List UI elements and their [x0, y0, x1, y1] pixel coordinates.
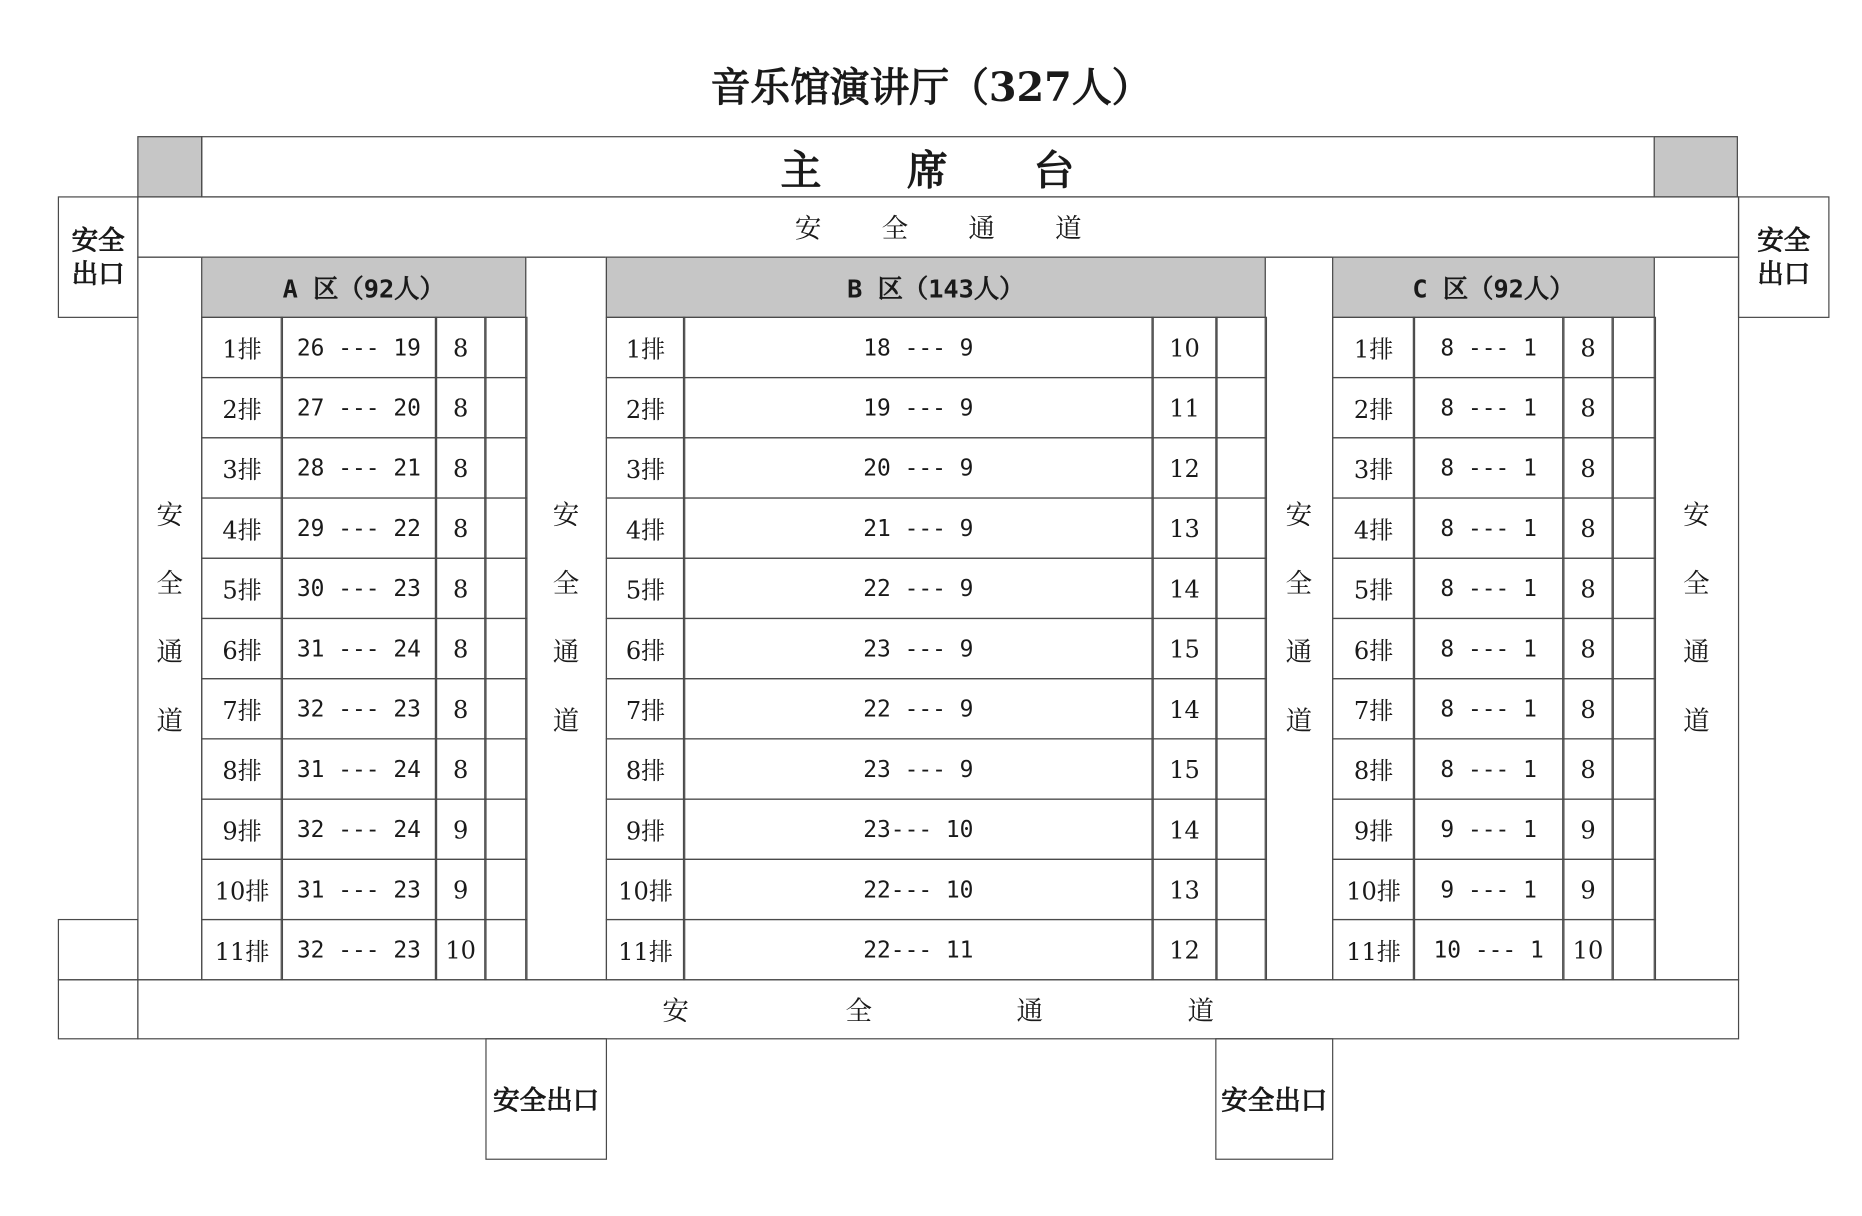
- seat-count: 12: [1151, 437, 1217, 498]
- row-label: 5排: [606, 558, 685, 619]
- row-label: 1排: [606, 317, 685, 378]
- aisle-char: 道: [1055, 214, 1082, 245]
- aisle-char: 道: [1683, 706, 1710, 737]
- aisle-char: 通: [968, 214, 995, 245]
- row-spacer: [484, 437, 527, 498]
- row-spacer: [1611, 497, 1656, 558]
- aisle-char: 道: [1285, 706, 1313, 737]
- exit-left-top[interactable]: 安全 出口: [58, 196, 139, 318]
- row-label: 11排: [1332, 919, 1415, 980]
- row-spacer: [1215, 377, 1267, 438]
- row-label: 9排: [201, 799, 283, 860]
- row-spacer: [1611, 377, 1656, 438]
- seat-count: 9: [435, 859, 487, 920]
- seat-range: 23--- 10: [683, 799, 1154, 860]
- row-spacer: [1611, 317, 1656, 378]
- row-spacer: [484, 497, 527, 558]
- row-label: 4排: [201, 497, 283, 558]
- seat-range: 10 --- 1: [1413, 919, 1565, 980]
- aisle-char: 安: [662, 996, 689, 1027]
- row-label: 8排: [201, 738, 283, 799]
- row-label: 2排: [201, 377, 283, 438]
- seat-range: 29 --- 22: [281, 497, 438, 558]
- seat-count: 8: [1562, 678, 1614, 739]
- row-spacer: [1215, 678, 1267, 739]
- seat-range: 22 --- 9: [683, 558, 1154, 619]
- row-label: 10排: [606, 859, 685, 920]
- seat-range: 9 --- 1: [1413, 859, 1565, 920]
- aisle-char: 通: [1683, 637, 1710, 668]
- aisle-vertical-bc: [1265, 257, 1334, 981]
- seat-range: 22--- 10: [683, 859, 1154, 920]
- seat-range: 8 --- 1: [1413, 618, 1565, 679]
- podium-char: 台: [1033, 146, 1076, 196]
- seat-count: 13: [1151, 497, 1217, 558]
- seat-range: 31 --- 24: [281, 738, 438, 799]
- row-spacer: [1215, 919, 1267, 980]
- seat-range: 8 --- 1: [1413, 678, 1565, 739]
- row-label: 11排: [201, 919, 283, 980]
- seat-range: 32 --- 23: [281, 919, 438, 980]
- seat-range: 30 --- 23: [281, 558, 438, 619]
- aisle-char: 道: [1187, 996, 1215, 1027]
- seat-count: 12: [1151, 919, 1217, 980]
- seat-count: 14: [1151, 678, 1217, 739]
- aisle-char: 全: [881, 214, 909, 245]
- aisle-char: 全: [552, 569, 580, 600]
- seat-count: 10: [1151, 317, 1217, 378]
- aisle-vertical-ab: [525, 257, 607, 981]
- row-label: 3排: [1332, 437, 1415, 498]
- seat-range: 22 --- 9: [683, 678, 1154, 739]
- seat-count: 9: [1562, 859, 1614, 920]
- row-spacer: [484, 558, 527, 619]
- row-spacer: [484, 859, 527, 920]
- seat-range: 8 --- 1: [1413, 497, 1565, 558]
- row-label: 2排: [1332, 377, 1415, 438]
- seat-count: 8: [435, 678, 487, 739]
- row-label: 4排: [606, 497, 685, 558]
- seat-range: 18 --- 9: [683, 317, 1154, 378]
- row-label: 10排: [201, 859, 283, 920]
- row-spacer: [1215, 859, 1267, 920]
- exit-right-top[interactable]: 安全 出口: [1738, 196, 1830, 318]
- row-spacer: [1611, 618, 1656, 679]
- seat-range: 8 --- 1: [1413, 738, 1565, 799]
- seat-count: 13: [1151, 859, 1217, 920]
- aisle-char: 通: [1016, 996, 1044, 1027]
- aisle-vertical-right: [1654, 257, 1740, 981]
- seat-count: 8: [435, 497, 487, 558]
- seat-range: 8 --- 1: [1413, 377, 1565, 438]
- row-spacer: [1215, 317, 1267, 378]
- aisle-char: 全: [845, 996, 872, 1027]
- section-b-header: B 区（143人）: [606, 257, 1266, 318]
- row-spacer: [1215, 738, 1267, 799]
- row-spacer: [1611, 859, 1656, 920]
- exit-bottom-left[interactable]: 安全出口: [485, 1038, 607, 1160]
- aisle-char: 全: [1285, 569, 1313, 600]
- seat-range: 31 --- 23: [281, 859, 438, 920]
- row-label: 6排: [201, 618, 283, 679]
- podium-corner-right: [1654, 136, 1738, 197]
- seat-count: 10: [435, 919, 487, 980]
- row-spacer: [1611, 919, 1656, 980]
- row-label: 6排: [606, 618, 685, 679]
- seat-range: 26 --- 19: [281, 317, 438, 378]
- row-spacer: [1215, 558, 1267, 619]
- seat-count: 8: [1562, 618, 1614, 679]
- corner-box-left: [58, 919, 139, 980]
- podium: [201, 136, 1655, 197]
- aisle-char: 通: [552, 637, 580, 668]
- aisle-char: 安: [1683, 500, 1710, 531]
- row-label: 4排: [1332, 497, 1415, 558]
- seat-count: 15: [1151, 738, 1217, 799]
- row-label: 1排: [1332, 317, 1415, 378]
- seat-range: 8 --- 1: [1413, 317, 1565, 378]
- row-spacer: [484, 678, 527, 739]
- seat-range: 32 --- 24: [281, 799, 438, 860]
- seat-range: 22--- 11: [683, 919, 1154, 980]
- row-spacer: [1611, 678, 1656, 739]
- row-spacer: [484, 317, 527, 378]
- row-label: 8排: [1332, 738, 1415, 799]
- row-spacer: [484, 799, 527, 860]
- aisle-char: 通: [156, 637, 184, 668]
- row-spacer: [1215, 618, 1267, 679]
- row-spacer: [1215, 437, 1267, 498]
- aisle-bottom: [137, 979, 1739, 1039]
- row-label: 1排: [201, 317, 283, 378]
- seat-range: 8 --- 1: [1413, 437, 1565, 498]
- podium-corner-left: [137, 136, 202, 197]
- seat-range: 19 --- 9: [683, 377, 1154, 438]
- seat-range: 32 --- 23: [281, 678, 438, 739]
- aisle-char: 安: [794, 214, 822, 245]
- seat-count: 8: [1562, 497, 1614, 558]
- seat-range: 31 --- 24: [281, 618, 438, 679]
- seat-count: 8: [435, 437, 487, 498]
- section-c-header: C 区（92人）: [1332, 257, 1655, 318]
- row-label: 2排: [606, 377, 685, 438]
- row-spacer: [1215, 497, 1267, 558]
- seat-count: 9: [1562, 799, 1614, 860]
- row-label: 10排: [1332, 859, 1415, 920]
- seat-count: 8: [435, 618, 487, 679]
- row-spacer: [484, 919, 527, 980]
- corner-box-bottom-left: [58, 979, 139, 1039]
- seat-count: 11: [1151, 377, 1217, 438]
- seat-count: 9: [435, 799, 487, 860]
- exit-bottom-right[interactable]: 安全出口: [1215, 1038, 1333, 1160]
- row-label: 6排: [1332, 618, 1415, 679]
- aisle-vertical-left: [137, 257, 202, 981]
- aisle-char: 通: [1285, 637, 1313, 668]
- aisle-char: 道: [156, 706, 184, 737]
- seat-range: 20 --- 9: [683, 437, 1154, 498]
- seat-count: 14: [1151, 799, 1217, 860]
- seat-count: 8: [1562, 558, 1614, 619]
- row-spacer: [1215, 799, 1267, 860]
- seat-range: 23 --- 9: [683, 618, 1154, 679]
- podium-char: 主: [780, 146, 823, 196]
- podium-char: 席: [906, 146, 950, 196]
- seat-count: 8: [435, 558, 487, 619]
- seat-count: 8: [435, 738, 487, 799]
- row-label: 11排: [606, 919, 685, 980]
- row-label: 5排: [1332, 558, 1415, 619]
- aisle-char: 安: [1285, 500, 1313, 531]
- row-spacer: [1611, 437, 1656, 498]
- row-spacer: [1611, 799, 1656, 860]
- aisle-char: 道: [552, 706, 580, 737]
- seat-count: 15: [1151, 618, 1217, 679]
- seat-count: 8: [435, 317, 487, 378]
- seat-range: 21 --- 9: [683, 497, 1154, 558]
- seat-range: 27 --- 20: [281, 377, 438, 438]
- aisle-char: 安: [156, 500, 184, 531]
- row-label: 9排: [1332, 799, 1415, 860]
- row-label: 8排: [606, 738, 685, 799]
- seat-count: 8: [1562, 738, 1614, 799]
- seat-count: 14: [1151, 558, 1217, 619]
- aisle-char: 安: [552, 500, 580, 531]
- row-label: 7排: [606, 678, 685, 739]
- row-spacer: [1611, 558, 1656, 619]
- row-spacer: [484, 618, 527, 679]
- row-spacer: [484, 377, 527, 438]
- seat-range: 8 --- 1: [1413, 558, 1565, 619]
- row-spacer: [1611, 738, 1656, 799]
- page-title: 音乐馆演讲厅（327人）: [710, 63, 1152, 111]
- aisle-char: 全: [156, 569, 184, 600]
- row-label: 5排: [201, 558, 283, 619]
- section-a-header: A 区（92人）: [201, 257, 526, 318]
- row-label: 7排: [201, 678, 283, 739]
- seat-count: 8: [1562, 377, 1614, 438]
- seat-count: 8: [1562, 317, 1614, 378]
- aisle-char: 全: [1683, 569, 1710, 600]
- seat-range: 28 --- 21: [281, 437, 438, 498]
- row-label: 3排: [201, 437, 283, 498]
- seat-count: 8: [435, 377, 487, 438]
- row-spacer: [484, 738, 527, 799]
- aisle-top: [137, 196, 1739, 257]
- seat-count: 10: [1562, 919, 1614, 980]
- row-label: 3排: [606, 437, 685, 498]
- seat-range: 23 --- 9: [683, 738, 1154, 799]
- row-label: 9排: [606, 799, 685, 860]
- seat-count: 8: [1562, 437, 1614, 498]
- row-label: 7排: [1332, 678, 1415, 739]
- seat-range: 9 --- 1: [1413, 799, 1565, 860]
